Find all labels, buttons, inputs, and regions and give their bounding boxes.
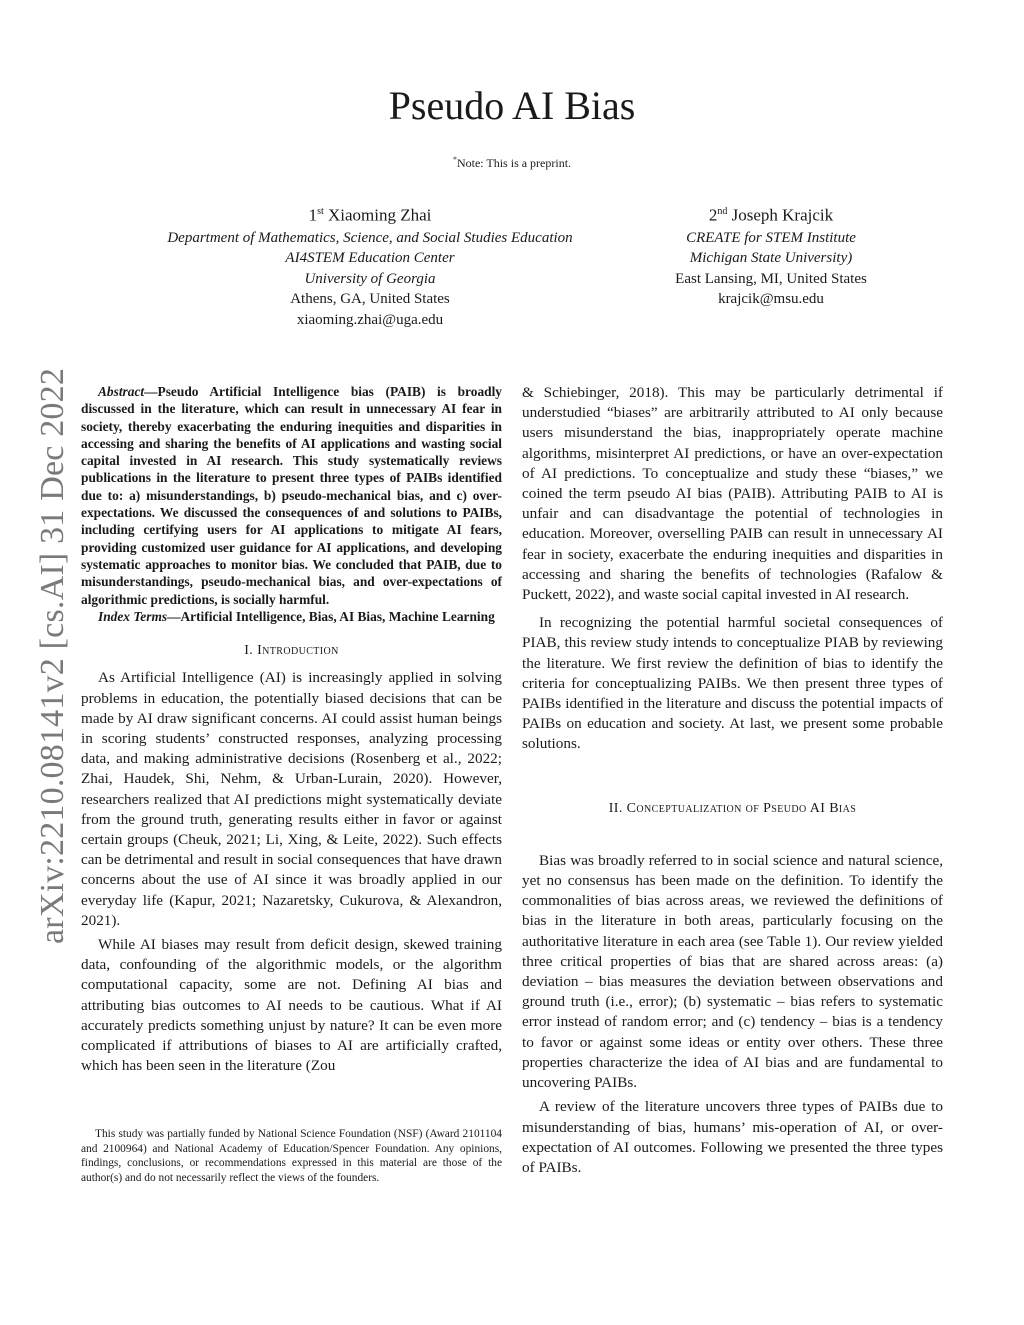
paragraph: As Artificial Intelligence (AI) is increasingly applied in solving problems in education, the potentially biased decisions that can be made by AI draw significant concerns. AI could assist human beings in scoring students’ constructed responses, analyzing processing data, and making administrative decisions (Rosenberg et al., 2022; Zhai, Haudek, Shi, Nehm, & Urban-Lurain, 2020). However, researchers realized that AI predictions might systematically deviate from the ground truth, generating results either in favor or against certain groups (Cheuk, 2021; Li, Xing, & Leite, 2022). Such effects can be detrimental and result in social consequences that have drawn concerns about the use of AI since it was broadly applied in our everyday life (Kapur, 2021; Nazaretsky, Cukurova, & Alexandron, 2021).: [81, 669, 502, 929]
paragraph: In recognizing the potential harmful societal consequences of PIAB, this review study intends to conceptualize PIAB by reviewing the literature. We first review the definition of bias to identify the criteria for conceptualizing PAIBs. We then present three types of PAIBs identified in the literature and discuss the potential impacts of PAIBs on education and society. At last, we present some probable solutions.: [522, 614, 943, 753]
author-name-line: 1st Xiaoming Zhai: [308, 205, 432, 225]
author-university: University of Georgia: [304, 270, 436, 287]
note-mark: *: [452, 155, 457, 164]
index-terms-text: —Artificial Intelligence, Bias, AI Bias, Machine Learning: [167, 608, 495, 624]
author-department: CREATE for STEM Institute: [686, 229, 856, 246]
author-block-2: [640, 200, 902, 310]
author-location: East Lansing, MI, United States: [675, 270, 867, 287]
author-department: Department of Mathematics, Science, and Social Studies Education: [167, 229, 573, 246]
preprint-note: [0, 152, 1024, 171]
abstract-label: Abstract: [98, 384, 145, 399]
author-center: AI4STEM Education Center: [285, 250, 455, 267]
author-university: Michigan State University): [689, 250, 853, 267]
paragraph: A review of the literature uncovers three types of PAIBs due to misunderstanding of bias, humans’ mis-operation of AI, or over-expectation of AI outcomes. Following we presented the three types of PAIBs.: [522, 1098, 943, 1176]
author-name-line: 2nd Joseph Krajcik: [708, 205, 834, 225]
right-column: [522, 383, 943, 1178]
arxiv-stamp: arXiv:2210.08141v2 [cs.AI] 31 Dec 2022: [34, 367, 71, 944]
left-column: [81, 383, 502, 1076]
note-text: Note: This is a preprint.: [456, 156, 572, 170]
author-location: Athens, GA, United States: [290, 291, 450, 308]
author-name: Joseph Krajcik: [731, 205, 834, 225]
paragraph: While AI biases may result from deficit design, skewed training data, confounding of the algorithmic models, or the algorithm computational capacity, some are not. Defining AI bias and attributing bias outcomes to AI needs to be cautious. What if AI accurately predicts something unjust by nature? It can be even more complicated if attributions of biases to AI are artificially crafted, which has been seen in the literature (Zou: [81, 936, 502, 1075]
author-email: krajcik@msu.edu: [718, 291, 824, 308]
author-name: Xiaoming Zhai: [328, 205, 432, 225]
section-heading-introduction: I. Introduction: [244, 643, 339, 659]
paragraph-continuation: & Schiebinger, 2018). This may be particularly detrimental if understudied “biases” are arbitrarily attributed to AI only because users misunderstand the bias, inappropriately operate machine algorithms, misinterpret AI predictions, or have an over-expectation of AI predictions. To conceptualize and study these “biases,” we coined the term pseudo AI bias (PAIB). Attributing PAIB to AI is unfair and can disadvantage the potential of technologies in education. Moreover, overselling PAIB can result in unnecessary AI fear in society, exacerbate the enduring inequities and disparities in accessing and sharing the benefits of technologies (Rafalow & Puckett, 2022), and waste social capital invested in AI research.: [522, 384, 943, 604]
index-terms: [81, 608, 502, 625]
paragraph: Bias was broadly referred to in social science and natural science, yet no consensus has been made on the definition. To identify the commonalities of bias across areas, we reviewed the definitions of bias in the literature in both areas, particularly focusing on the authoritative literature in each area (see Table 1). Our review yielded three critical properties of bias that are shared across areas: (a) deviation – bias measures the deviation between observations and ground truth (i.e., error); (b) systematic – bias refers to systematic error instead of random error; and (c) tendency – bias is a tendency to favor or against some ideas or entity over others. These three properties characterize the idea of AI bias and are fundamental to uncovering PAIBs.: [522, 851, 943, 1092]
abstract-text: —Pseudo Artificial Intelligence bias (PAIB) is broadly discussed in the literature, which can result in unnecessary AI fear in society, thereby exacerbating the enduring inequities and disparities in accessing and sharing the benefits of AI applications and wasting social capital invested in AI research. This study systematically reviews publications in the literature to present three types of PAIBs identified due to: a) misunderstandings, b) pseudo-mechanical bias, and c) over-expectations. We discussed the consequences of and solutions to PAIBs, including certifying users for AI applications to mitigate AI fears, providing customized user guidance for AI applications, and developing systematic approaches to monitor bias. We concluded that PAIB, due to misunderstandings, pseudo-mechanical bias, and over-expectations of algorithmic predictions, is socially harmful.: [81, 384, 502, 607]
paper-title: Pseudo AI Bias: [388, 83, 636, 128]
section-heading-conceptualization: II. Conceptualization of Pseudo AI Bias: [608, 800, 857, 816]
index-terms-label: Index Terms: [98, 608, 168, 624]
author-block-1: [120, 200, 620, 331]
author-email: xiaoming.zhai@uga.edu: [296, 312, 444, 329]
abstract: [81, 383, 502, 608]
funding-footnote: This study was partially funded by National Science Foundation (NSF) (Award 2101104 and 2100964) and National Academy of Education/Spencer Foundation. Any opinions, findings, conclusions, or recommendations expressed in this material are those of the author(s) and do not necessarily reflect the views of the founders.: [81, 1128, 502, 1184]
